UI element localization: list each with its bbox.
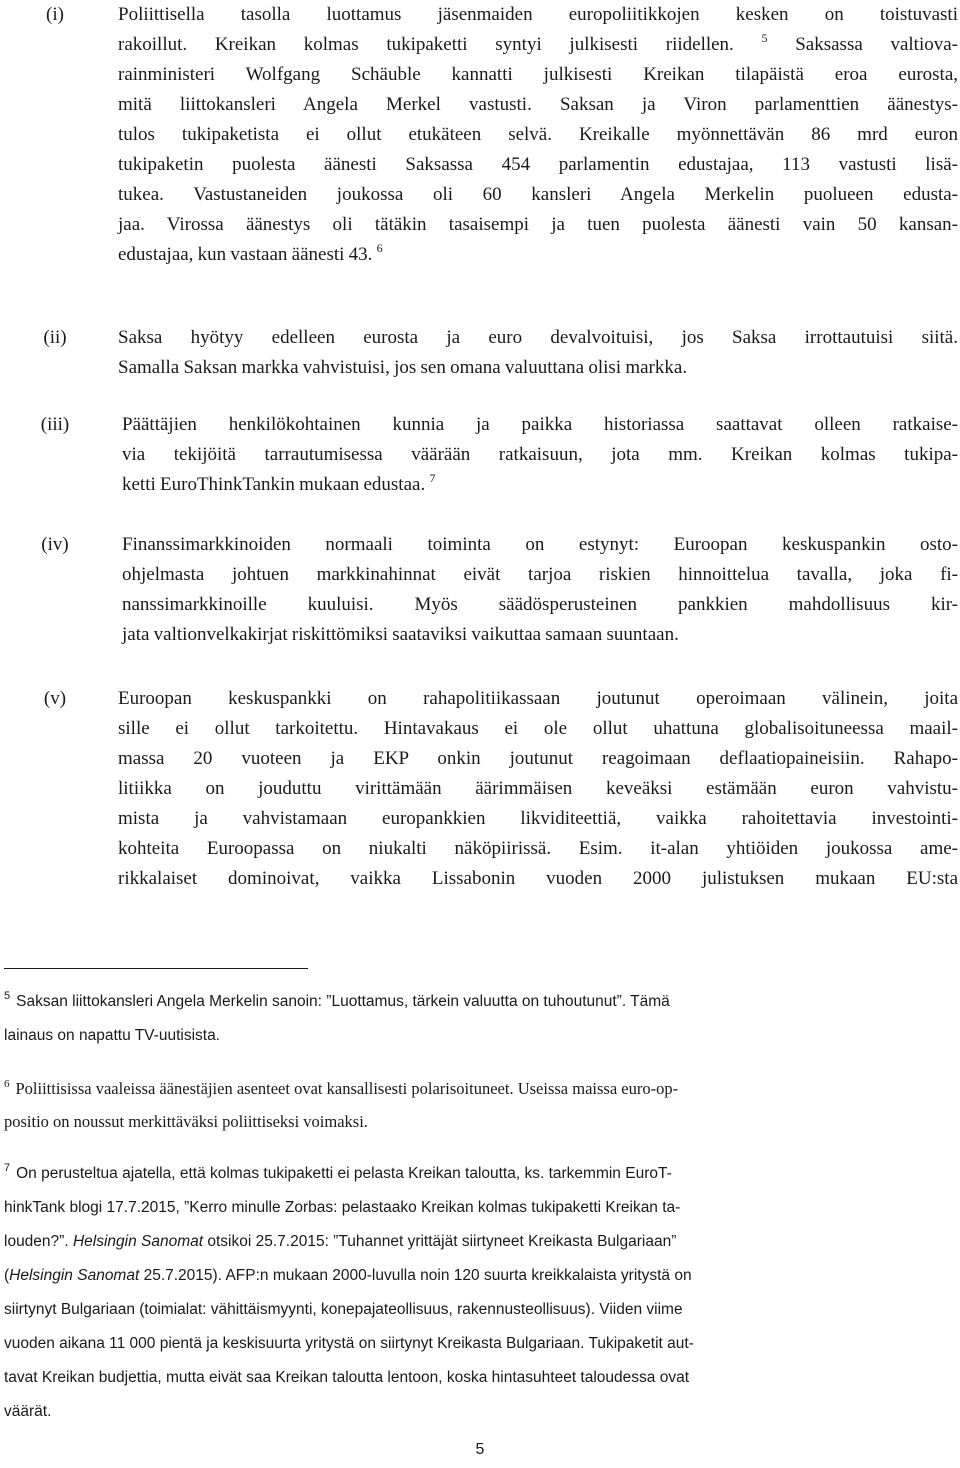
footnote-ref[interactable]: 7 [429,471,436,485]
text-line: tukipaketin puolesta äänesti Saksassa 454 parlamentin edustajaa, 113 vastusti lisä- [118,154,958,175]
publication-title: Helsingin Sanomat [72,1233,204,1250]
text-line: massa 20 vuoteen ja EKP onkin joutunut reagoimaan deflaatiopaineisiin. Rahapo- [118,748,958,769]
paragraph [118,684,958,894]
page-number: 5 [475,1441,485,1458]
text-line: ohjelmasta johtuen markkinahinnat eivät tarjoa riskien hinnoittelua tavalla, joka fi- [122,564,958,585]
text-line: tulos tukipaketista ei ollut etukäteen selvä. Kreikalle myönnettävän 86 mrd euron [118,124,958,145]
text-line: jata valtionvelkakirjat riskittömiksi saataviksi vaikuttaa samaan suuntaan. [122,624,679,645]
text-line: edustajaa, kun vastaan äänesti 43. $^6$ [118,241,383,265]
text-line: jaa. Virossa äänestys oli tätäkin tasaisempi ja tuen puolesta äänesti vain 50 kansan- [118,214,958,235]
list-marker: (iii) [40,414,70,435]
list-marker: (i) [46,4,64,25]
text-line: mista ja vahvistamaan europankkien likviditeettiä, vaikka rahoitettavia investointi- [118,808,958,829]
list-marker: (ii) [43,327,67,348]
footnote-6: $^6$ Poliittisissa vaaleissa äänestäjien asenteet ovat kansallisesti polarisoituneet. Useissa maissa euro-op- positio on noussut merkittäväksi poliittiseksi voimaksi. [4,1078,679,1131]
footnote-number: 5 [4,990,11,1002]
paragraph [118,323,958,383]
text-line: Samalla Saksan markka vahvistuisi, jos sen omana valuuttana olisi markka. [118,357,688,378]
paragraph [122,410,958,500]
footnote-7: $^7$ On perusteltua ajatella, että kolmas tukipaketti ei pelasta Kreikan taloutta, ks. tarkemmin EuroT- hinkTank blogi 17.7.2015, ”Kerro minulle Zorbas: pelastaako Kreikan kolmas tukipaketti Kreikan ta- louden?”. Helsingin Sanomat otsikoi 25.7.2015: ”Tuhannet yrittäjät siirtyneet Kreikasta Bulgariaan” (Helsingin Sanomat 25.7.2015). AFP:n mukaan 2000-luvulla noin 120 suurta kreikkalaista yritystä on siirtynyt Bulgariaan (toimialat: vähittäismyynti, konepajateollisuus, rakennusteollisuus). Viiden viime vuoden aikana 11 000 pientä ja keskisuurta yritystä on siirtynyt Kreikasta Bulgariaan. Tukipaketit aut- tavat Kreikan budjettia, mutta eivät saa Kreikan taloutta lentoon, koska hintasuhteet taloudessa ovat väärät. [4,1162,694,1420]
footnote-5: $^5$ Saksan liittokansleri Angela Merkelin sanoin: ”Luottamus, tärkein valuutta on tuhoutunut”. Tämä lainaus on napattu TV-uutisista. [4,990,670,1044]
text-line: nanssimarkkinoille kuuluisi. Myös säädösperusteinen pankkien mahdollisuus kir- [122,594,958,615]
text-line: Saksa hyötyy edelleen eurosta ja euro devalvoituisi, jos Saksa irrottautuisi siitä. [118,327,958,348]
text-line: sille ei ollut tarkoitettu. Hintavakaus ei ole ollut uhattuna globalisoituneessa maail- [118,718,958,739]
text-line: rikkalaiset dominoivat, vaikka Lissabonin vuoden 2000 julistuksen mukaan EU:sta [118,868,958,889]
footnote-separator [4,968,308,969]
footnote-number: 6 [4,1078,10,1090]
footnote-ref[interactable]: 6 [376,241,383,255]
paragraph [118,0,958,270]
text-line: ketti EuroThinkTankin mukaan edustaa. $^7$ [122,471,436,495]
list-marker: (v) [43,688,67,709]
text-line: rakoillut. Kreikan kolmas tukipaketti syntyi julkisesti riidellen. $^5$ Saksassa valtiova- [118,31,958,55]
publication-title: Helsingin Sanomat [9,1267,140,1284]
paragraph [122,530,958,650]
text-line: rainministeri Wolfgang Schäuble kannatti julkisesti Kreikan tilapäistä eroa eurosta, [118,64,958,85]
text-line: mitä liittokansleri Angela Merkel vastusti. Saksan ja Viron parlamenttien äänestys- [118,94,958,115]
text-line: via tekijöitä tarrautumisessa väärään ratkaisuun, jota mm. Kreikan kolmas tukipa- [122,444,958,465]
text-line: Poliittisella tasolla luottamus jäsenmaiden europoliitikkojen kesken on toistuvasti [118,4,958,25]
list-marker: (iv) [41,534,69,555]
text-line: Päättäjien henkilökohtainen kunnia ja paikka historiassa saattavat olleen ratkaise- [122,414,958,435]
text-line: kohteita Euroopassa on niukalti näköpiirissä. Esim. it-alan yhtiöiden joukossa ame- [118,838,958,859]
text-line: litiikka on jouduttu virittämään äärimmäisen keveäksi estämään euron vahvistu- [118,778,958,799]
text-line: Finanssimarkkinoiden normaali toiminta on estynyt: Euroopan keskuspankin osto- [122,534,958,555]
text-line: Euroopan keskuspankki on rahapolitiikassaan joutunut operoimaan välinein, joita [118,688,958,709]
footnote-number: 7 [4,1162,11,1174]
footnote-ref[interactable]: 5 [761,31,768,45]
text-line: tukea. Vastustaneiden joukossa oli 60 kansleri Angela Merkelin puolueen edusta- [118,184,958,205]
